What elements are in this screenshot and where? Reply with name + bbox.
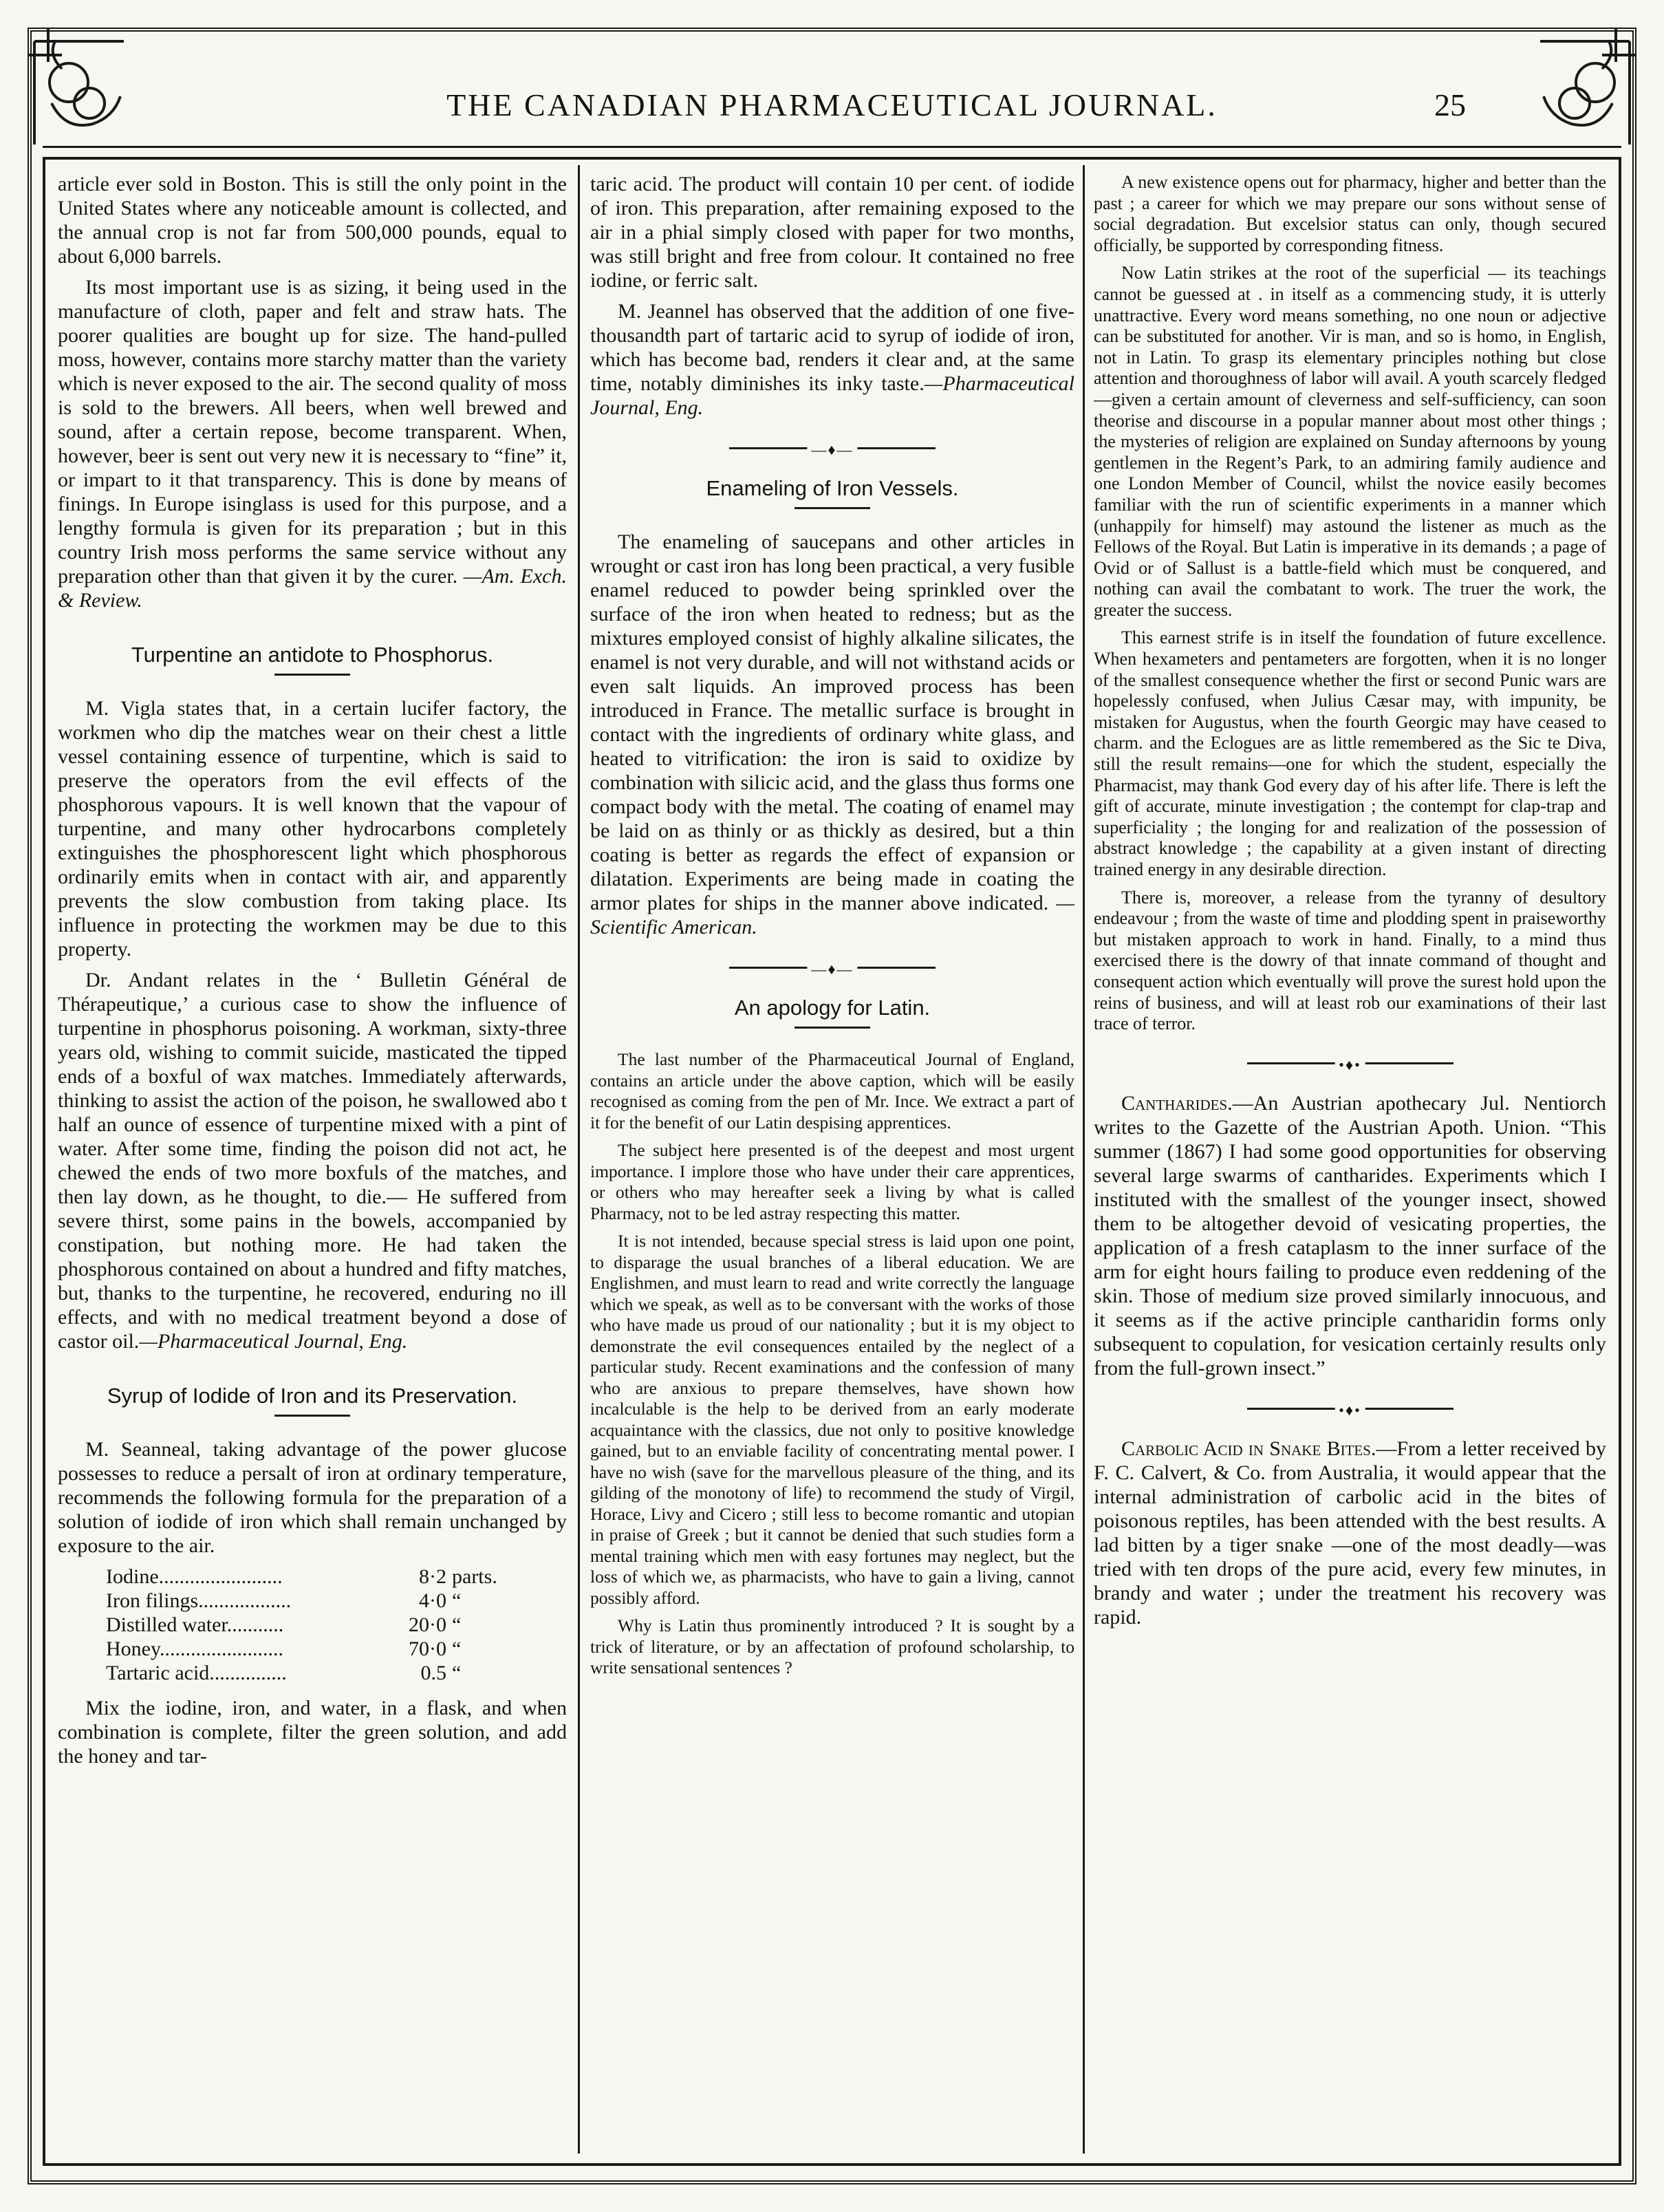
paragraph: taric acid. The product will contain 10 per cent. of iodide of iron. This preparation, after remaining exposed to the air in a phial simply closed with paper for two months, was still bright and free from colour. It contained no free iodine, or ferric salt.: [590, 173, 1074, 292]
section-separator: —♦—: [729, 443, 936, 453]
column-divider: [1083, 165, 1085, 2154]
paragraph: M. Vigla states that, in a certain lucifer factory, the workmen who dip the matches wear on their chest a little vessel containing essence of turpentine, which is said to preserve the operators from the evil effects of the phosphorous vapours. It is well known that the vapour of turpentine, and many other hydrocarbons completely extinguishes the phosphorescent light which phosphorous ordinarily emits when in contact with air, and apparently prevents the slow combustion from taking place. Its influence in protecting the workmen may be due to this property.: [58, 697, 567, 960]
paragraph: The enameling of saucepans and other articles in wrought or cast iron has long been practical, a very fusible enamel reduced to powder being sprinkled over the surface of the iron when heated to redness; but as the mixtures employed consist of highly alkaline silicates, the enamel is not very durable, and will not withstand acids or even salt liquids. An improved process has been introduced in France. The metallic surface is brought in contact with the ingredients of ordinary white glass, and heated to vitrification: the iron is said to oxidize by combination with silicic acid, and the glass thus forms one compact body with the metal. The coating of enamel may be laid on as thinly or as thickly as desired, but a thin coating is better as regards the effect of expansion or dilatation. Experiments are being made in coating the armor plates for ships in the manner above indicated. — Scientific American.: [590, 530, 1074, 938]
paragraph: Now Latin strikes at the root of the superficial — its teachings cannot be guessed at . in itself as a commencing study, it is utterly unattractive. Every word means something, no one noun or adjective can be substituted for another. Vir is man, and so is homo, in English, not in Latin. To grasp its elementary principles nothing but close attention and thoroughness of labor will avail. A youth scarcely fledged—given a certain amount of cleverness and self-sufficiency, can soon theorise and discourse in a popular manner about most other things ; the mysteries of religion are explained on Sunday afternoons by young gentlemen in the Regent’s Park, to an admiring family audience and one London Member of Council, whilst the novice easily becomes familiar with the run of scientific experiments in a manner which (unhappily for himself) may astound the listener as much as the Fellows of the Royal. But Latin is imperative in its demands ; a page of Ovid or of Sallust is a battle-field which must be conquered, and nothing can avail the combatant to work. The truer the work, the greater the success.: [1094, 263, 1606, 620]
source-citation: —Pharmaceutical Journal, Eng.: [139, 1330, 408, 1353]
paragraph: M. Jeannel has observed that the addition of one five-thousandth part of tartaric acid to syrup of iodide of iron, which has become bad, renders it clear and, at the same time, notably diminishes its inky taste.—Pharmaceutical Journal, Eng.: [590, 300, 1074, 419]
paragraph: M. Seanneal, taking advantage of the power glucose possesses to reduce a persalt of iron at ordinary temperature, recommends the following formula for the preparation of a solution of iodide of iron which shall remain unchanged by exposure to the air.: [58, 1438, 567, 1557]
corner-ornament-right-icon: [1526, 21, 1643, 158]
source-citation: —Am. Exch. & Review.: [58, 565, 567, 612]
source-citation: — Scientific American.: [590, 892, 1074, 938]
paragraph: article ever sold in Boston. This is still the only point in the United States where any noticeable amount is collected, and the annual crop is not far from 500,000 pounds, equal to about 6,000 barrels.: [58, 173, 567, 268]
paragraph: Cantharides.—An Austrian apothecary Jul. Nentiorch writes to the Gazette of the Austrian Apoth. Union. “This summer (1867) I had some good opportunities for observing several large swarms of cantharides. Experiments which I instituted with the smallest of the younger insect, showed them to be altogether devoid of vesicating properties, the application of a fresh cataplasm to the inner surface of the arm for eight hours failing to produce even reddening of the skin. Those of medium size proved similarly innocuous, and it seems as if the active principle cantharidin forms only subsequent to copulation, for vesication certainly results only from the full-grown insect.”: [1094, 1091, 1606, 1379]
column-3: [1094, 172, 1606, 2147]
article-heading: An apology for Latin.: [734, 996, 931, 1020]
paragraph: There is, moreover, a release from the tyranny of desultory endeavour ; from the waste of time and plodding spent in praiseworthy but mistaken approach to work in hand. Finally, to a mind thus exercised there is the dowry of that innate command of thought and consequent action which eventually will prove the surest hold upon the reins of business, and will at least rob our examinations of their last trace of terror.: [1094, 887, 1606, 1034]
paragraph: It is not intended, because special stress is laid upon one point, to disparage the usual branches of a liberal education. We are Englishmen, and must learn to read and write correctly the language which we speak, as well as to be conversant with the works of those who have made us proud of our nationality ; but it is my object to demonstrate the evil consequences entailed by the neglect of a particular study. Recent examinations and the confession of many who are anxious to prepare themselves, have shown how incalculable is the help to be derived from an early moderate acquaintance with the classics, due not only to positive knowledge gained, but to an enviable facility of concentrating mental power. I have no wish (save for the marvellous pleasure of the thing, and its gilding of the monotony of life) to recommend the study of Virgil, Horace, Livy and Cicero ; still less to become romantic and utopian in praise of Greek ; but it cannot be denied that such studies form a mental training which men with easy fortunes may neglect, but the loss of which we, as pharmacists, who have to gain a living, cannot possibly afford.: [590, 1231, 1074, 1608]
formula-table: [106, 1565, 567, 1685]
heading-rule: [274, 1415, 350, 1417]
paragraph: Why is Latin thus prominently introduced ? It is sought by a trick of literature, or by an affectation of profound scholarship, to write sensational sentences ?: [590, 1615, 1074, 1677]
section-separator: •♦•: [1247, 1404, 1454, 1413]
heading-rule: [274, 674, 350, 676]
heading-rule: [795, 1027, 870, 1029]
paragraph: The last number of the Pharmaceutical Journal of England, contains an article under the above caption, which will be easily recognised as coming from the pen of Mr. Ince. We extract a part of it for the benefit of our Latin despising apprentices.: [590, 1049, 1074, 1132]
paragraph: Its most important use is as sizing, it being used in the manufacture of cloth, paper and felt and straw hats. The poorer qualities are bought up for size. The hand-pulled moss, however, contains more starchy matter than the variety which is never exposed to the air. The second quality of moss is sold to the brewers. All beers, when well brewed and sound, after a certain repose, become transparent. When, however, beer is sent out very new it is necessary to “fine” it, or impart to it that transparency. This is done by means of finings. In Europe isinglass is used for this purpose, and a lengthy formula is given for its preparation ; but in this country Irish moss performs the same service without any preparation other than that given it by the curer. —Am. Exch. & Review.: [58, 276, 567, 612]
page-number: 25: [1434, 87, 1466, 122]
paragraph: Dr. Andant relates in the ‘ Bulletin Général de Thérapeutique,’ a curious case to show the influence of turpentine in phosphorus poisoning. A workman, sixty-three years old, wishing to commit suicide, masticated the tipped ends of a boxful of wax matches. Immediately afterwards, thinking to assist the action of the poison, he swallowed abo t half an ounce of essence of turpentine mixed with a pint of water. After some time, finding the poison did not act, he chewed the ends of two more boxfuls of the matches, and then lay down, as he thought, to die.— He suffered from severe thirst, some pains in the bowels, accompanied by constipation, but nothing more. He had taken the phosphorous contained on about a hundred and fifty matches, but, thanks to the turpentine, he recovered, enduring no ill effects, and with no medical treatment beyond a dose of castor oil.—Pharmaceutical Journal, Eng.: [58, 969, 567, 1353]
article-heading: Turpentine an antidote to Phosphorus.: [131, 643, 494, 667]
column-1: [58, 172, 567, 2147]
column-2: [590, 172, 1074, 2147]
heading-rule: [795, 507, 870, 509]
paragraph: This earnest strife is in itself the foundation of future excellence. When hexameters and pentameters are forgotten, when it is no longer of the smallest consequence whether the first or second Punic wars are hopelessly confused, when Julius Cæsar may, with impunity, be mistaken for Augustus, when the fourth Georgic may have ceased to charm. and the Eclogues are as little remembered as the Sic te Diva, still the result remains—one for which the student, especially the Pharmacist, may thank God every day of his after life. There is left the gift of accurate, minute investigation ; the contempt for clap-trap and superficiality ; the longing for and realization of the possession of abstract knowledge ; the capability at a given instant of directing trained energy in any desirable direction.: [1094, 627, 1606, 879]
paragraph: Mix the iodine, iron, and water, in a flask, and when combination is complete, filter the green solution, and add the honey and tar-: [58, 1697, 567, 1768]
header-rule: [43, 146, 1621, 148]
section-separator: —♦—: [729, 963, 936, 972]
corner-ornament-left-icon: [21, 21, 138, 158]
article-run-in-title: Carbolic Acid in Snake Bites.: [1121, 1437, 1376, 1460]
paragraph: A new existence opens out for pharmacy, higher and better than the past ; a career for which we may prepare our sons without sense of social degradation. But excelsior status can only, though secured officially, be supported by corresponding fitness.: [1094, 172, 1606, 255]
paragraph: Carbolic Acid in Snake Bites.—From a letter received by F. C. Calvert, & Co. from Australia, it would appear that the internal administration of carbolic acid in the bites of poisonous reptiles, has been attended with the best results. A lad bitten by a tiger snake —one of the most deadly—was tried with ten drops of the pure acid, every few minutes, in brandy and water ; under the treatment his recovery was rapid.: [1094, 1437, 1606, 1629]
journal-title: THE CANADIAN PHARMACEUTICAL JOURNAL.: [446, 87, 1218, 122]
column-divider: [578, 165, 580, 2154]
formula-row: Tartaric acid............... 0.5 “: [106, 1662, 462, 1684]
section-separator: •♦•: [1247, 1058, 1454, 1068]
article-heading: Enameling of Iron Vessels.: [706, 476, 959, 500]
formula-row: Iron filings.................. 4·0 “: [106, 1589, 462, 1612]
article-heading: Syrup of Iodide of Iron and its Preservation.: [107, 1384, 518, 1408]
article-run-in-title: Cantharides.: [1121, 1091, 1233, 1115]
formula-row: Iodine........................ 8·2 parts.: [106, 1565, 497, 1588]
formula-row: Honey........................ 70·0 “: [106, 1637, 462, 1660]
paragraph: The subject here presented is of the deepest and most urgent importance. I implore those who have under their care apprentices, or others who may hereafter seek a living by what is called Pharmacy, not to be led astray respecting this matter.: [590, 1140, 1074, 1223]
source-citation: —Pharmaceutical Journal, Eng.: [590, 372, 1074, 419]
formula-row: Distilled water........... 20·0 “: [106, 1613, 462, 1636]
